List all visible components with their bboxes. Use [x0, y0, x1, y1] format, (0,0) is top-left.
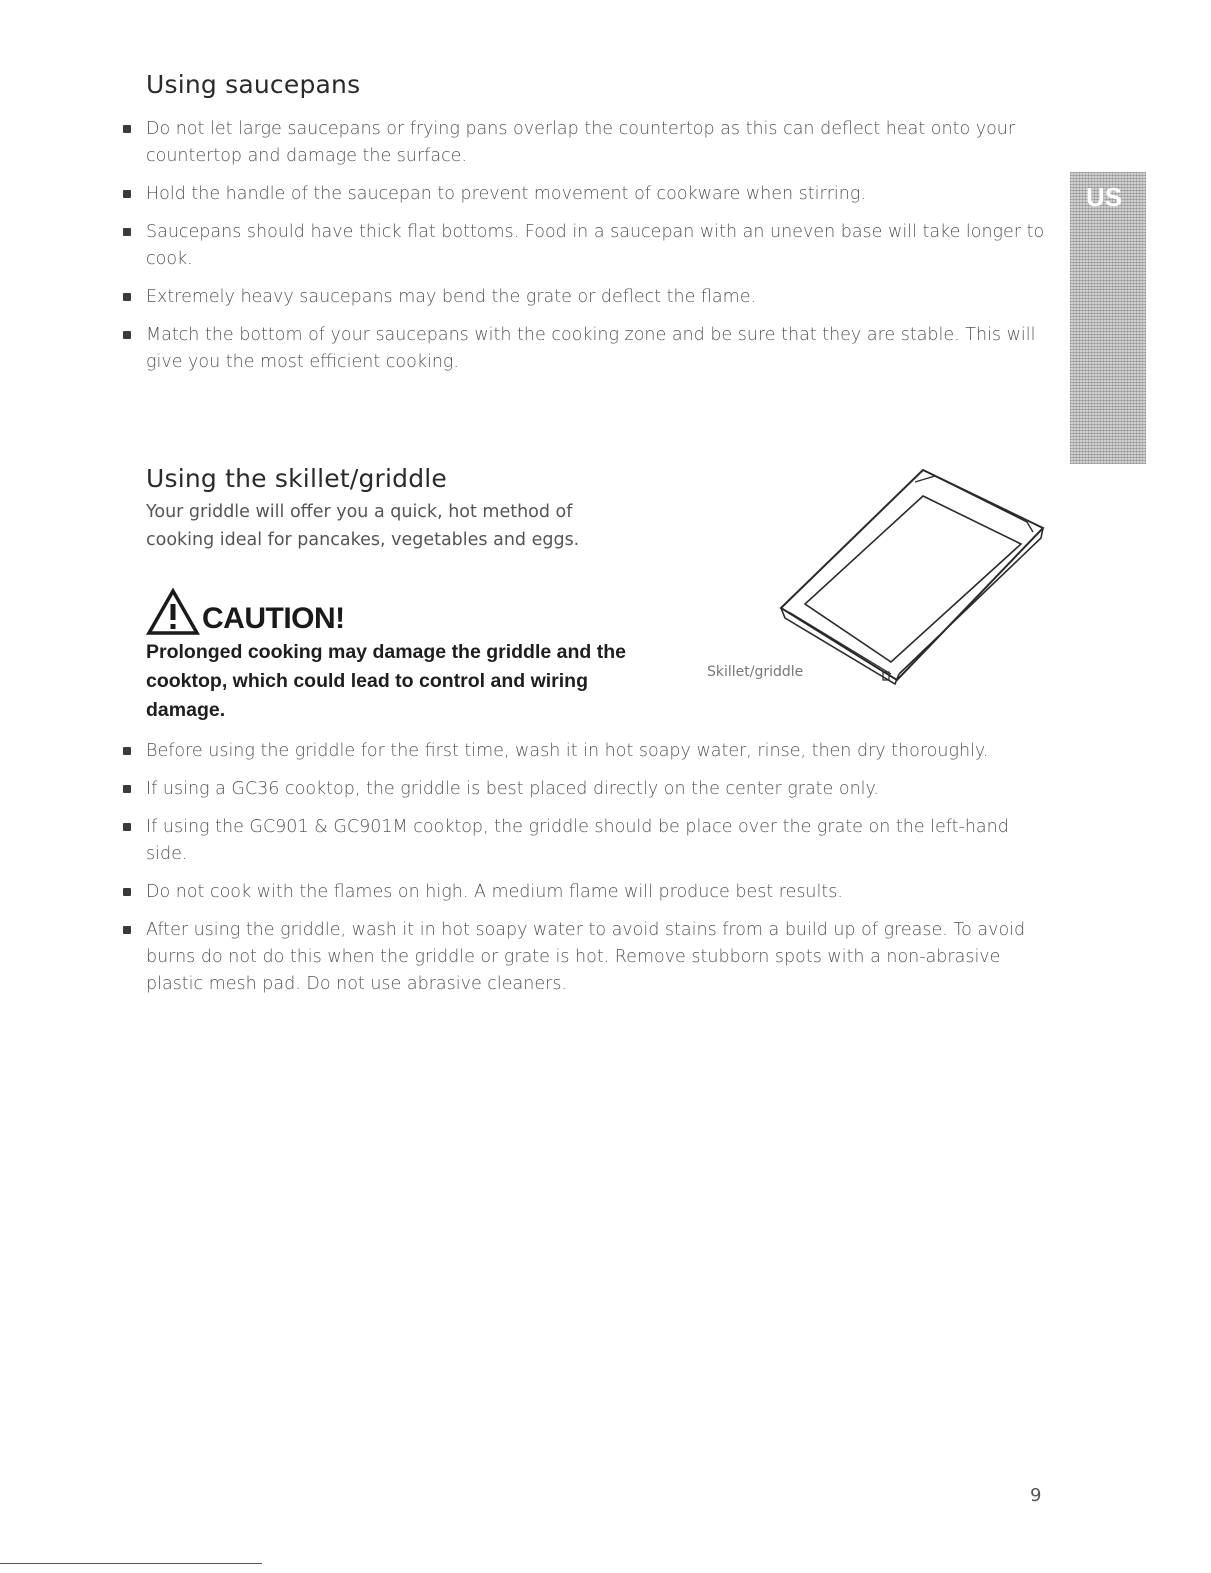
- figure-caption: Skillet/griddle: [707, 664, 804, 680]
- saucepans-heading: Using saucepans: [146, 70, 361, 99]
- bullet-icon: [123, 228, 131, 236]
- list-item: Do not cook with the flames on high. A medium flame will produce best results.: [120, 879, 1055, 906]
- list-item: Hold the handle of the saucepan to prevent movement of cookware when stirring.: [120, 181, 1055, 208]
- griddle-intro: Your griddle will offer you a quick, hot method of cooking ideal for pancakes, vegetables and eggs.: [146, 502, 580, 550]
- bullet-icon: [123, 823, 131, 831]
- list-item: Extremely heavy saucepans may bend the grate or deflect the flame.: [120, 284, 1055, 311]
- list-item: If using a GC36 cooktop, the griddle is best placed directly on the center grate only.: [120, 776, 1055, 803]
- list-item: After using the griddle, wash it in hot soapy water to avoid stains from a build up of grease. To avoid burns do not do this when the griddle or grate is hot. Remove stubborn spots with a non-abrasive plastic mesh pad. Do not use abrasive cleaners.: [120, 917, 1055, 998]
- griddle-illustration: [775, 466, 1050, 686]
- caution-label: CAUTION!: [202, 602, 345, 635]
- page-number: 9: [1030, 1485, 1042, 1506]
- griddle-list: [120, 738, 1055, 1009]
- bullet-icon: [123, 125, 131, 133]
- bullet-icon: [123, 190, 131, 198]
- bullet-icon: [123, 293, 131, 301]
- list-item: Match the bottom of your saucepans with the cooking zone and be sure that they are stable. This will give you the most efficient cooking.: [120, 322, 1055, 376]
- list-item: Before using the griddle for the first time, wash it in hot soapy water, rinse, then dry thoroughly.: [120, 738, 1055, 765]
- bullet-icon: [123, 785, 131, 793]
- griddle-heading: Using the skillet/griddle: [146, 464, 448, 493]
- bullet-icon: [123, 331, 131, 339]
- bullet-icon: [123, 747, 131, 755]
- list-item: Saucepans should have thick flat bottoms. Food in a saucepan with an uneven base will take longer to cook.: [120, 219, 1055, 273]
- caution-heading: [146, 588, 345, 636]
- language-tab-label: US: [1086, 182, 1123, 212]
- caution-text: Prolonged cooking may damage the griddle and the cooktop, which could lead to control and wiring damage.: [146, 641, 626, 721]
- saucepans-list: [120, 116, 1055, 387]
- language-tab: [1070, 172, 1146, 464]
- warning-triangle-icon: [146, 588, 200, 636]
- footer-rule: [0, 1563, 262, 1564]
- list-item: Do not let large saucepans or frying pans overlap the countertop as this can deflect heat onto your countertop and damage the surface.: [120, 116, 1055, 170]
- list-item: If using the GC901 & GC901M cooktop, the griddle should be place over the grate on the left-hand side.: [120, 814, 1055, 868]
- bullet-icon: [123, 926, 131, 934]
- bullet-icon: [123, 888, 131, 896]
